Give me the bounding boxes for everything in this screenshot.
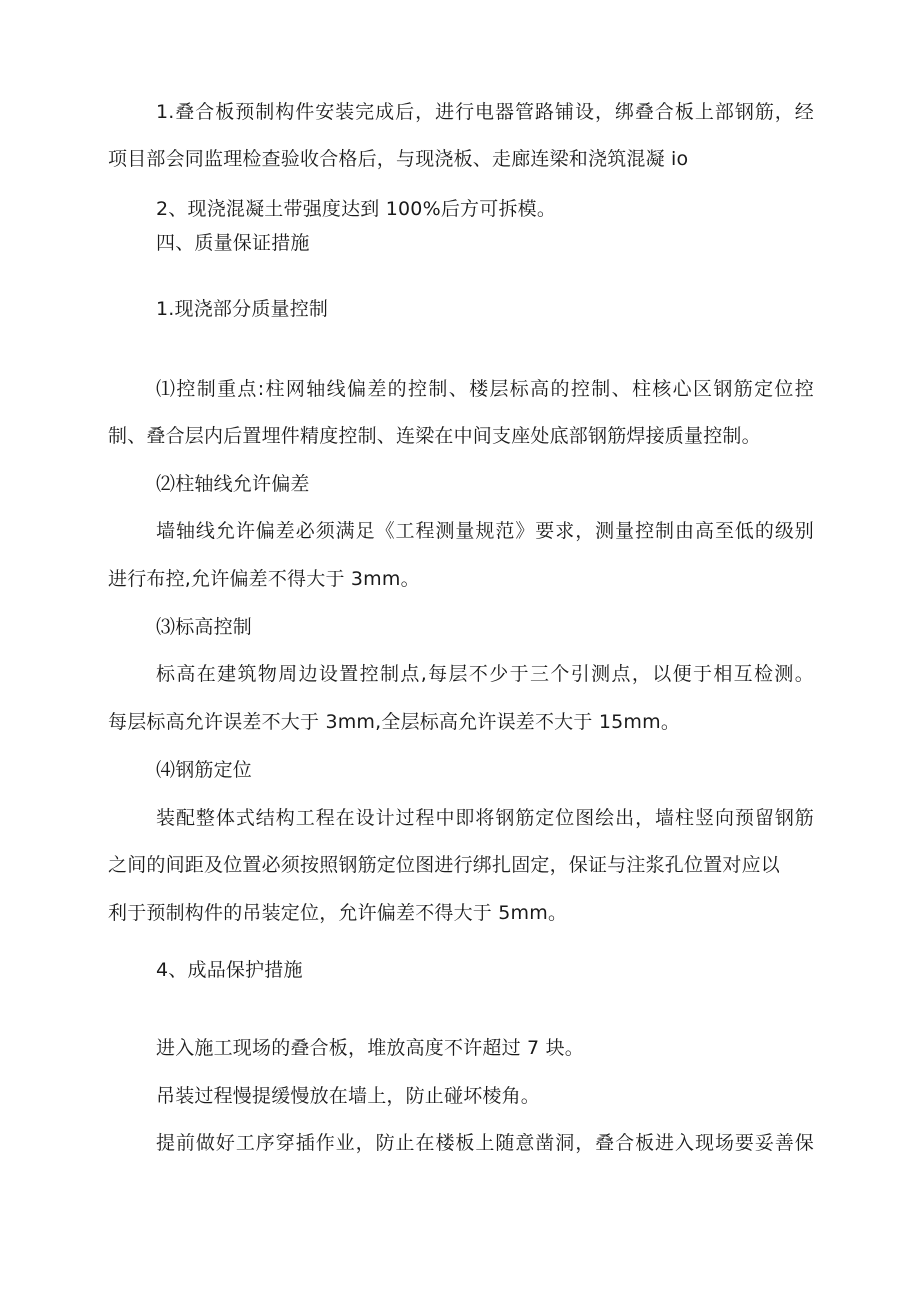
paragraph-line: 每层标高允许误差不大于 3mm,全层标高允许误差不大于 15mm。 xyxy=(108,711,681,733)
subsection-heading: 1.现浇部分质量控制 xyxy=(156,298,329,320)
paragraph-line: 项目部会同监理检查验收合格后，与现浇板、走廊连梁和浇筑混凝 io xyxy=(108,148,689,170)
item-heading: ⑶标高控制 xyxy=(156,616,253,638)
paragraph-line: 装配整体式结构工程在设计过程中即将钢筋定位图绘出，墙柱竖向预留钢筋 xyxy=(156,807,814,829)
paragraph-line: 2、现浇混凝土带强度达到 100%后方可拆模。 xyxy=(156,198,557,220)
paragraph-line: 进行布控,允许偏差不得大于 3mm。 xyxy=(108,568,420,590)
paragraph-line: 标高在建筑物周边设置控制点,每层不少于三个引测点，以便于相互检测。 xyxy=(156,663,814,685)
item-heading: ⑷钢筋定位 xyxy=(156,759,253,781)
section-heading: 4、成品保护措施 xyxy=(156,959,303,981)
paragraph-line: 制、叠合层内后置埋件精度控制、连梁在中间支座处底部钢筋焊接质量控制。 xyxy=(108,425,761,447)
paragraph-line: 进入施工现场的叠合板，堆放高度不许超过 7 块。 xyxy=(156,1037,584,1059)
paragraph-line: 吊装过程慢提缓慢放在墙上，防止碰坏棱角。 xyxy=(156,1085,541,1107)
paragraph-line: 1.叠合板预制构件安装完成后，进行电器管路铺设，绑叠合板上部钢筋，经 xyxy=(156,101,814,123)
paragraph-line: 之间的间距及位置必须按照钢筋定位图进行绑扎固定，保证与注浆孔位置对应以 xyxy=(108,854,781,876)
item-heading: ⑵柱轴线允许偏差 xyxy=(156,473,310,495)
section-heading: 四、质量保证措施 xyxy=(156,232,310,254)
paragraph-line: 墙轴线允许偏差必须满足《工程测量规范》要求，测量控制由高至低的级别 xyxy=(156,520,814,542)
paragraph-line: 提前做好工序穿插作业，防止在楼板上随意凿洞，叠合板进入现场要妥善保 xyxy=(156,1132,814,1154)
paragraph-line: ⑴控制重点:柱网轴线偏差的控制、楼层标高的控制、柱核心区钢筋定位控 xyxy=(156,378,814,400)
paragraph-line: 利于预制构件的吊装定位，允许偏差不得大于 5mm。 xyxy=(108,902,568,924)
